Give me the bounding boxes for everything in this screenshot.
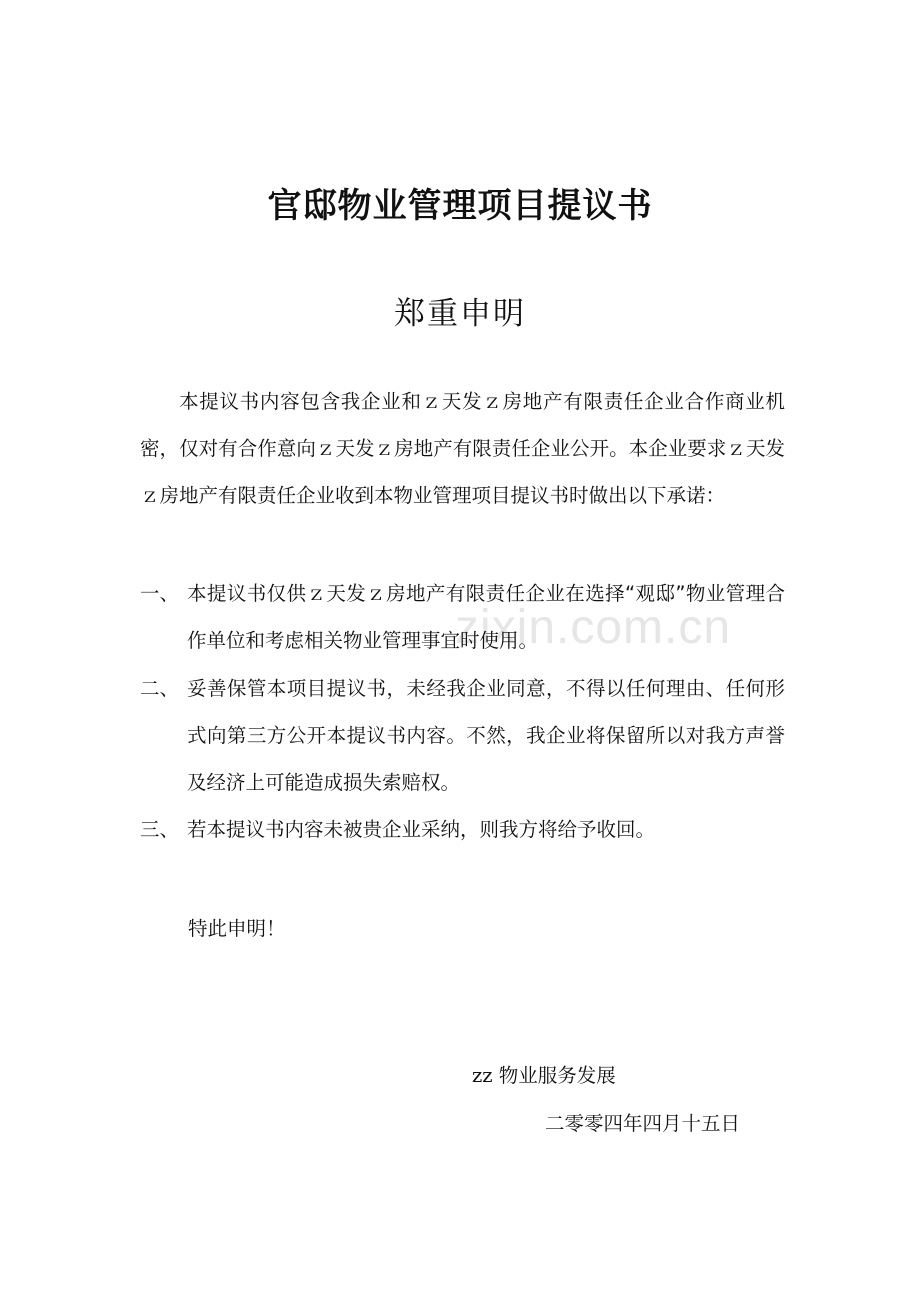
signature-company (472, 1052, 616, 1099)
item-text: 本提议书仅供ｚ天发ｚ房地产有限责任企业在选择“观邸”物业管理合作单位和考虑相关物业管理事宜时使用。 (187, 582, 785, 652)
commitment-item-2 (140, 665, 785, 806)
item-number: 二、 (140, 677, 180, 700)
watermark: zixin.com.cn (455, 601, 732, 654)
intro-paragraph: 本提议书内容包含我企业和ｚ天发ｚ房地产有限责任企业合作商业机密，仅对有合作意向ｚ天发ｚ房地产有限责任企业公开。本企业要求ｚ天发ｚ房地产有限责任企业收到本物业管理项目提议书时做出以下承诺： (140, 390, 785, 507)
statement-heading: 郑重申明 (394, 296, 526, 332)
item-number: 三、 (140, 818, 180, 841)
signature-date: 二零零四年四月十五日 (545, 1112, 741, 1135)
company-name: 物业服务发展 (498, 1064, 616, 1087)
closing-statement: 特此申明！ (188, 917, 286, 940)
commitment-item-3 (140, 806, 785, 853)
company-prefix: zz (472, 1064, 493, 1087)
commitment-item-1 (140, 570, 785, 664)
item-text: 若本提议书内容未被贵企业采纳，则我方将给予收回。 (187, 818, 656, 841)
document-title: 官邸物业管理项目提议书 (267, 186, 653, 226)
item-text: 妥善保管本项目提议书，未经我企业同意，不得以任何理由、任何形式向第三方公开本提议书内容。不然，我企业将保留所以对我方声誉及经济上可能造成损失索赔权。 (187, 677, 785, 794)
item-number: 一、 (140, 582, 180, 605)
